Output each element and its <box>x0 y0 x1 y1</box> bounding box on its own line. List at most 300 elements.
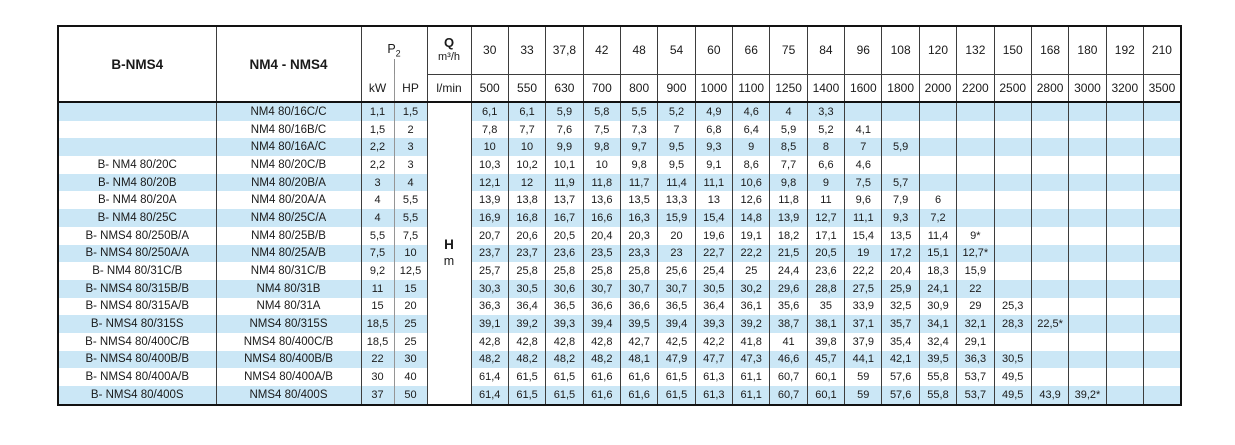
head-value-cell <box>994 156 1031 174</box>
power-hp-cell: 40 <box>394 368 427 386</box>
table-row <box>58 227 1181 245</box>
head-value-cell: 4,1 <box>845 121 882 139</box>
head-value-cell: 30,5 <box>695 280 732 298</box>
head-value-cell: 13,6 <box>583 191 620 209</box>
head-value-cell: 17,1 <box>807 227 844 245</box>
head-value-cell: 53,7 <box>957 386 994 405</box>
model-nm4-nms4-cell: NM4 80/25A/B <box>216 245 361 263</box>
head-value-cell: 7,8 <box>471 121 508 139</box>
head-value-cell <box>957 174 994 192</box>
head-value-cell: 41 <box>770 333 807 351</box>
head-value-cell <box>919 102 956 121</box>
head-value-cell: 39,2 <box>508 315 545 333</box>
head-value-cell: 47,9 <box>658 351 695 369</box>
flow-lmin-header: 900 <box>658 74 695 102</box>
head-value-cell: 38,7 <box>770 315 807 333</box>
head-value-cell: 13,9 <box>471 191 508 209</box>
flow-m3h-header: 192 <box>1106 26 1143 74</box>
head-value-cell: 9,6 <box>845 191 882 209</box>
head-value-cell: 28,8 <box>807 280 844 298</box>
head-value-cell: 47,7 <box>695 351 732 369</box>
head-value-cell <box>1031 121 1068 139</box>
head-value-cell: 11,4 <box>658 174 695 192</box>
head-value-cell: 7 <box>658 121 695 139</box>
head-unit-cell <box>427 102 471 405</box>
head-value-cell: 36,4 <box>695 298 732 316</box>
head-value-cell <box>994 138 1031 156</box>
table-row <box>58 191 1181 209</box>
head-value-cell: 23,5 <box>583 245 620 263</box>
head-value-cell: 20,6 <box>508 227 545 245</box>
head-value-cell: 57,6 <box>882 368 919 386</box>
power-hp-cell: 1,5 <box>394 102 427 121</box>
head-value-cell: 20,7 <box>471 227 508 245</box>
head-value-cell <box>1106 298 1143 316</box>
head-value-cell <box>882 156 919 174</box>
head-value-cell <box>994 121 1031 139</box>
flow-m3h-header: 108 <box>882 26 919 74</box>
head-value-cell: 46,6 <box>770 351 807 369</box>
head-value-cell: 23,6 <box>546 245 583 263</box>
head-value-cell: 23,6 <box>807 262 844 280</box>
flow-m3h-header: 37,8 <box>546 26 583 74</box>
head-value-cell <box>1106 156 1143 174</box>
model-b-nms4-cell <box>58 138 216 156</box>
head-value-cell: 13 <box>695 191 732 209</box>
head-value-cell: 32,1 <box>957 315 994 333</box>
head-value-cell <box>957 209 994 227</box>
head-value-cell: 19,6 <box>695 227 732 245</box>
head-value-cell <box>1031 280 1068 298</box>
power-hp-cell: 10 <box>394 245 427 263</box>
head-value-cell: 33,9 <box>845 298 882 316</box>
head-value-cell: 42,7 <box>620 333 657 351</box>
head-value-cell: 35,4 <box>882 333 919 351</box>
head-value-cell <box>1031 333 1068 351</box>
head-value-cell: 36,3 <box>471 298 508 316</box>
head-value-cell: 39,4 <box>658 315 695 333</box>
head-value-cell <box>994 209 1031 227</box>
head-value-cell <box>1143 333 1180 351</box>
flow-lmin-header: 2800 <box>1031 74 1068 102</box>
head-value-cell: 9,3 <box>882 209 919 227</box>
head-value-cell <box>1143 351 1180 369</box>
head-value-cell <box>882 102 919 121</box>
head-value-cell <box>1143 102 1180 121</box>
power-hp-cell: 50 <box>394 386 427 405</box>
head-value-cell: 16,6 <box>583 209 620 227</box>
power-kw-cell: 37 <box>361 386 394 405</box>
head-value-cell: 22,5* <box>1031 315 1068 333</box>
head-value-cell <box>1031 351 1068 369</box>
head-value-cell: 11,7 <box>620 174 657 192</box>
head-value-cell: 20,5 <box>546 227 583 245</box>
head-value-cell: 49,5 <box>994 368 1031 386</box>
head-value-cell: 16,9 <box>471 209 508 227</box>
head-value-cell: 23,3 <box>620 245 657 263</box>
head-value-cell: 20,3 <box>620 227 657 245</box>
head-value-cell: 6,4 <box>733 121 770 139</box>
head-value-cell: 55,8 <box>919 386 956 405</box>
head-value-cell <box>1031 209 1068 227</box>
table-row <box>58 298 1181 316</box>
column-header-p2: $P_2$ <box>361 26 427 74</box>
head-value-cell: 36,5 <box>546 298 583 316</box>
head-value-cell: 61,5 <box>546 386 583 405</box>
head-value-cell: 20,5 <box>807 245 844 263</box>
head-value-cell <box>957 102 994 121</box>
power-kw-cell: 11 <box>361 280 394 298</box>
power-kw-cell: 22 <box>361 351 394 369</box>
head-value-cell: 19 <box>845 245 882 263</box>
head-value-cell <box>994 280 1031 298</box>
head-value-cell: 16,7 <box>546 209 583 227</box>
head-value-cell: 11,4 <box>919 227 956 245</box>
head-value-cell: 20,4 <box>583 227 620 245</box>
head-value-cell <box>882 121 919 139</box>
model-b-nms4-cell: B- NMS4 80/315A/B <box>58 298 216 316</box>
model-b-nms4-cell: B- NMS4 80/400C/B <box>58 333 216 351</box>
head-value-cell: 36,3 <box>957 351 994 369</box>
table-row <box>58 121 1181 139</box>
model-b-nms4-cell: B- NMS4 80/250B/A <box>58 227 216 245</box>
head-value-cell <box>1069 351 1106 369</box>
head-value-cell: 61,3 <box>695 368 732 386</box>
head-value-cell <box>1143 209 1180 227</box>
head-value-cell <box>1069 174 1106 192</box>
head-value-cell: 42,8 <box>471 333 508 351</box>
flow-m3h-header: 75 <box>770 26 807 74</box>
flow-m3h-header: 33 <box>508 26 545 74</box>
head-value-cell: 13,5 <box>882 227 919 245</box>
head-value-cell: 13,3 <box>658 191 695 209</box>
head-value-cell: 11,9 <box>546 174 583 192</box>
column-header-q: Q m³/h <box>427 26 471 74</box>
head-value-cell: 6,1 <box>471 102 508 121</box>
power-hp-cell: 12,5 <box>394 262 427 280</box>
head-value-cell <box>1031 298 1068 316</box>
head-value-cell: 42,2 <box>695 333 732 351</box>
head-value-cell: 61,6 <box>620 368 657 386</box>
head-value-cell: 5,8 <box>583 102 620 121</box>
head-value-cell <box>1031 156 1068 174</box>
head-value-cell: 30,3 <box>471 280 508 298</box>
head-value-cell: 39,1 <box>471 315 508 333</box>
head-value-cell: 10 <box>583 156 620 174</box>
head-value-cell <box>919 156 956 174</box>
head-value-cell: 10 <box>471 138 508 156</box>
head-value-cell: 13,8 <box>508 191 545 209</box>
head-value-cell: 39,2* <box>1069 386 1106 405</box>
model-b-nms4-cell: B- NM4 80/31C/B <box>58 262 216 280</box>
model-nm4-nms4-cell: NM4 80/20A/A <box>216 191 361 209</box>
table-row <box>58 262 1181 280</box>
head-value-cell <box>1143 245 1180 263</box>
head-value-cell: 13,5 <box>620 191 657 209</box>
head-value-cell: 12,1 <box>471 174 508 192</box>
table-row <box>58 138 1181 156</box>
power-kw-cell: 3 <box>361 174 394 192</box>
flow-m3h-header: 48 <box>620 26 657 74</box>
head-value-cell <box>1031 368 1068 386</box>
flow-lmin-header: 1600 <box>845 74 882 102</box>
table-row <box>58 315 1181 333</box>
flow-lmin-header: 2200 <box>957 74 994 102</box>
head-value-cell: 39,4 <box>583 315 620 333</box>
model-b-nms4-cell <box>58 102 216 121</box>
flow-lmin-header: 3500 <box>1143 74 1180 102</box>
head-value-cell: 5,2 <box>658 102 695 121</box>
head-value-cell: 4 <box>770 102 807 121</box>
head-value-cell: 25,8 <box>546 262 583 280</box>
flow-lmin-header: 2500 <box>994 74 1031 102</box>
head-value-cell: 10,3 <box>471 156 508 174</box>
power-kw-cell: 1,5 <box>361 121 394 139</box>
head-value-cell <box>1106 191 1143 209</box>
column-header-b-nms4: B-NMS4 <box>58 26 216 102</box>
flow-m3h-header: 30 <box>471 26 508 74</box>
head-value-cell: 61,5 <box>508 368 545 386</box>
head-value-cell: 61,1 <box>733 368 770 386</box>
head-value-cell <box>1143 227 1180 245</box>
model-b-nms4-cell: B- NMS4 80/400A/B <box>58 368 216 386</box>
head-value-cell: 25 <box>733 262 770 280</box>
head-value-cell <box>1069 298 1106 316</box>
head-value-cell: 61,5 <box>658 368 695 386</box>
head-value-cell <box>1031 102 1068 121</box>
power-kw-cell: 7,5 <box>361 245 394 263</box>
head-value-cell: 9,8 <box>620 156 657 174</box>
head-value-cell: 36,6 <box>583 298 620 316</box>
head-value-cell: 29,6 <box>770 280 807 298</box>
column-header-lmin: l/min <box>427 74 471 102</box>
head-value-cell: 20,4 <box>882 262 919 280</box>
head-value-cell <box>957 121 994 139</box>
model-b-nms4-cell: B- NM4 80/20A <box>58 191 216 209</box>
head-value-cell: 35,6 <box>770 298 807 316</box>
head-value-cell: 32,5 <box>882 298 919 316</box>
head-value-cell: 25,7 <box>471 262 508 280</box>
head-value-cell: 22,2 <box>733 245 770 263</box>
model-nm4-nms4-cell: NMS4 80/400B/B <box>216 351 361 369</box>
model-nm4-nms4-cell: NM4 80/31A <box>216 298 361 316</box>
model-nm4-nms4-cell: NM4 80/16C/C <box>216 102 361 121</box>
power-kw-cell: 1,1 <box>361 102 394 121</box>
head-value-cell: 42,5 <box>658 333 695 351</box>
flow-m3h-header: 150 <box>994 26 1031 74</box>
head-value-cell: 25,8 <box>620 262 657 280</box>
head-value-cell: 24,4 <box>770 262 807 280</box>
power-kw-cell: 30 <box>361 368 394 386</box>
flow-lmin-header: 800 <box>620 74 657 102</box>
head-value-cell: 30,5 <box>508 280 545 298</box>
head-value-cell <box>1069 262 1106 280</box>
head-value-cell <box>994 191 1031 209</box>
head-value-cell <box>1031 138 1068 156</box>
pump-performance-table <box>57 25 1182 406</box>
head-value-cell: 6,1 <box>508 102 545 121</box>
head-value-cell: 6,6 <box>807 156 844 174</box>
head-value-cell: 37,1 <box>845 315 882 333</box>
head-value-cell: 61,6 <box>620 386 657 405</box>
head-value-cell <box>1106 262 1143 280</box>
model-b-nms4-cell: B- NM4 80/20C <box>58 156 216 174</box>
head-value-cell: 42,1 <box>882 351 919 369</box>
head-value-cell <box>1069 138 1106 156</box>
flow-lmin-header: 3200 <box>1106 74 1143 102</box>
head-value-cell: 22,2 <box>845 262 882 280</box>
power-hp-cell: 5,5 <box>394 209 427 227</box>
flow-lmin-header: 700 <box>583 74 620 102</box>
head-value-cell: 32,4 <box>919 333 956 351</box>
head-value-cell: 8,6 <box>733 156 770 174</box>
head-value-cell <box>1106 245 1143 263</box>
head-value-cell <box>994 245 1031 263</box>
head-value-cell: 6 <box>919 191 956 209</box>
power-hp-cell: 3 <box>394 156 427 174</box>
head-value-cell <box>957 191 994 209</box>
head-value-cell <box>1106 280 1143 298</box>
head-value-cell <box>1069 315 1106 333</box>
head-value-cell <box>994 227 1031 245</box>
head-value-cell: 42,8 <box>583 333 620 351</box>
head-value-cell: 7,7 <box>508 121 545 139</box>
head-value-cell <box>1106 227 1143 245</box>
table-row <box>58 280 1181 298</box>
head-value-cell <box>1106 209 1143 227</box>
head-value-cell: 14,8 <box>733 209 770 227</box>
flow-m3h-header: 96 <box>845 26 882 74</box>
head-value-cell: 59 <box>845 386 882 405</box>
power-hp-cell: 20 <box>394 298 427 316</box>
flow-m3h-header: 168 <box>1031 26 1068 74</box>
head-value-cell: 20 <box>658 227 695 245</box>
model-b-nms4-cell: B- NMS4 80/315B/B <box>58 280 216 298</box>
model-nm4-nms4-cell: NM4 80/16A/C <box>216 138 361 156</box>
model-b-nms4-cell: B- NMS4 80/400S <box>58 386 216 405</box>
head-value-cell: 36,1 <box>733 298 770 316</box>
model-nm4-nms4-cell: NM4 80/25B/B <box>216 227 361 245</box>
head-value-cell <box>1031 174 1068 192</box>
head-value-cell: 44,1 <box>845 351 882 369</box>
model-b-nms4-cell: B- NM4 80/25C <box>58 209 216 227</box>
head-value-cell: 61,5 <box>546 368 583 386</box>
head-value-cell <box>994 333 1031 351</box>
head-value-cell <box>957 156 994 174</box>
power-hp-cell: 5,5 <box>394 191 427 209</box>
head-value-cell: 30,5 <box>994 351 1031 369</box>
head-value-cell: 24,1 <box>919 280 956 298</box>
power-kw-cell: 2,2 <box>361 156 394 174</box>
head-value-cell <box>994 102 1031 121</box>
model-nm4-nms4-cell: NM4 80/31C/B <box>216 262 361 280</box>
head-value-cell: 15,4 <box>845 227 882 245</box>
flow-m3h-header: 132 <box>957 26 994 74</box>
head-value-cell <box>1143 174 1180 192</box>
head-value-cell: 61,4 <box>471 368 508 386</box>
flow-m3h-header: 180 <box>1069 26 1106 74</box>
power-kw-cell: 9,2 <box>361 262 394 280</box>
head-value-cell: 9* <box>957 227 994 245</box>
head-value-cell <box>1069 280 1106 298</box>
head-value-cell: 23,7 <box>471 245 508 263</box>
head-value-cell <box>1106 174 1143 192</box>
head-value-cell <box>1069 333 1106 351</box>
head-value-cell <box>1106 368 1143 386</box>
head-value-cell: 17,2 <box>882 245 919 263</box>
head-value-cell: 4,6 <box>845 156 882 174</box>
head-value-cell <box>1069 209 1106 227</box>
head-value-cell: 28,3 <box>994 315 1031 333</box>
model-nm4-nms4-cell: NM4 80/25C/A <box>216 209 361 227</box>
model-nm4-nms4-cell: NM4 80/20C/B <box>216 156 361 174</box>
power-hp-cell: 7,5 <box>394 227 427 245</box>
head-value-cell: 12,7 <box>807 209 844 227</box>
model-b-nms4-cell: B- NMS4 80/315S <box>58 315 216 333</box>
power-kw-cell: 5,5 <box>361 227 394 245</box>
head-value-cell: 4,9 <box>695 102 732 121</box>
head-value-cell: 61,5 <box>658 386 695 405</box>
head-value-cell: 13,9 <box>770 209 807 227</box>
table-row <box>58 386 1181 405</box>
column-header-hp: HP <box>394 74 427 102</box>
head-value-cell: 18,3 <box>919 262 956 280</box>
head-value-cell <box>1069 368 1106 386</box>
head-value-cell: 45,7 <box>807 351 844 369</box>
head-value-cell: 7,3 <box>620 121 657 139</box>
head-value-cell: 7,6 <box>546 121 583 139</box>
head-value-cell <box>1031 191 1068 209</box>
head-value-cell: 11,1 <box>695 174 732 192</box>
model-b-nms4-cell: B- NM4 80/20B <box>58 174 216 192</box>
flow-lmin-header: 3000 <box>1069 74 1106 102</box>
head-value-cell: 25,8 <box>583 262 620 280</box>
column-header-kw: kW <box>361 74 394 102</box>
flow-lmin-header: 1400 <box>807 74 844 102</box>
head-value-cell <box>1143 121 1180 139</box>
head-value-cell: 60,1 <box>807 386 844 405</box>
head-value-cell <box>1143 386 1180 405</box>
pump-table-container <box>57 25 1182 406</box>
flow-lmin-header: 1800 <box>882 74 919 102</box>
model-nm4-nms4-cell: NMS4 80/400A/B <box>216 368 361 386</box>
head-value-cell: 11,8 <box>583 174 620 192</box>
head-value-cell: 38,1 <box>807 315 844 333</box>
table-row <box>58 245 1181 263</box>
head-value-cell: 39,8 <box>807 333 844 351</box>
head-value-cell <box>1069 156 1106 174</box>
head-value-cell <box>1069 121 1106 139</box>
table-row <box>58 209 1181 227</box>
head-value-cell: 43,9 <box>1031 386 1068 405</box>
head-value-cell <box>1143 156 1180 174</box>
head-value-cell: 9 <box>807 174 844 192</box>
head-value-cell <box>957 138 994 156</box>
head-value-cell: 37,9 <box>845 333 882 351</box>
column-header-nm4-nms4: NM4 - NMS4 <box>216 26 361 102</box>
head-value-cell: 22,7 <box>695 245 732 263</box>
head-value-cell <box>1143 368 1180 386</box>
head-value-cell <box>994 174 1031 192</box>
head-value-cell <box>1069 245 1106 263</box>
head-value-cell: 6,8 <box>695 121 732 139</box>
head-value-cell: 15,1 <box>919 245 956 263</box>
flow-lmin-header: 1000 <box>695 74 732 102</box>
head-value-cell: 48,2 <box>546 351 583 369</box>
head-value-cell: 9 <box>733 138 770 156</box>
model-b-nms4-cell <box>58 121 216 139</box>
flow-lmin-header: 550 <box>508 74 545 102</box>
